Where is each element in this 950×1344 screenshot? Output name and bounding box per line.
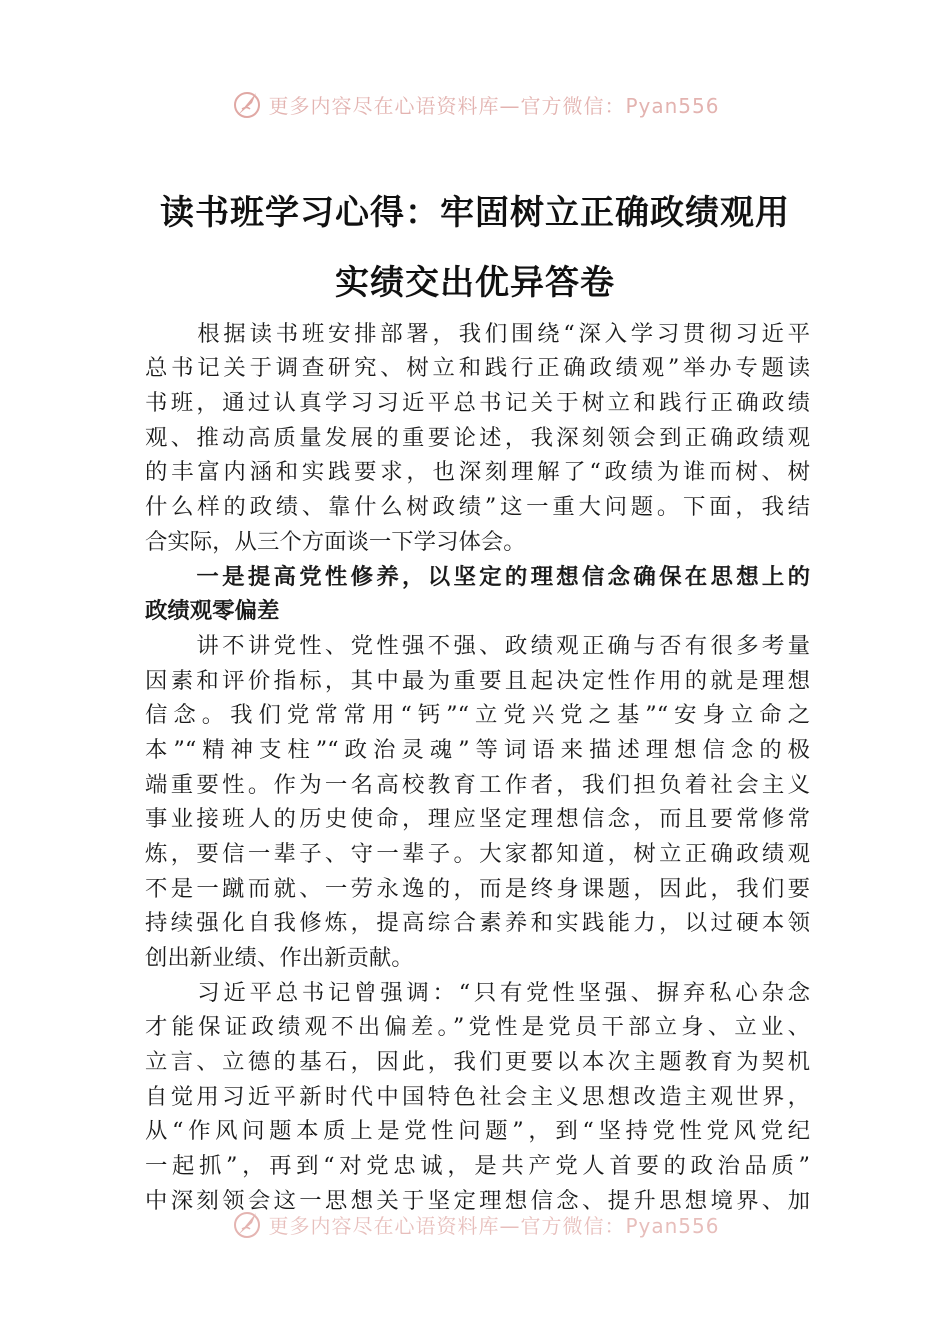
watermark-footer (0, 1206, 950, 1242)
body-line: 自觉用习近平新时代中国特色社会主义思想改造主观世界， (145, 1084, 810, 1110)
body-line: 立言、立德的基石，因此，我们更要以本次主题教育为契机 (145, 1049, 810, 1075)
body-line: 从“作风问题本质上是党性问题”，到“坚持党性党风党纪 (145, 1118, 810, 1144)
body-line: 因素和评价指标，其中最为重要且起决定性作用的就是理想 (145, 668, 810, 694)
body-line: 合实际，从三个方面谈一下学习体会。 (145, 529, 526, 555)
body-line: 讲不讲党性、党性强不强、政绩观正确与否有很多考量 (145, 633, 810, 659)
body-line: 才能保证政绩观不出偏差。”党性是党员干部立身、立业、 (145, 1014, 810, 1040)
body-line: 持续强化自我修炼，提高综合素养和实践能力，以过硬本领 (145, 910, 810, 936)
body-line: 书班，通过认真学习习近平总书记关于树立和践行正确政绩 (145, 390, 810, 416)
body-line: 炼，要信一辈子、守一辈子。大家都知道，树立正确政绩观 (145, 841, 810, 867)
body-line: 观、推动高质量发展的重要论述，我深刻领会到正确政绩观 (145, 425, 810, 451)
body-line: 根据读书班安排部署，我们围绕“深入学习贯彻习近平 (145, 321, 810, 347)
body-line: 不是一蹴而就、一劳永逸的，而是终身课题，因此，我们要 (145, 876, 810, 902)
watermark-header (0, 86, 950, 122)
body-line: 本”“精神支柱”“政治灵魂”等词语来描述理想信念的极 (145, 737, 810, 763)
section-heading-line: 政绩观零偏差 (145, 598, 280, 624)
body-line: 信念。我们党常常用“钙”“立党兴党之基”“安身立命之 (145, 702, 810, 728)
body-line: 创出新业绩、作出新贡献。 (145, 945, 414, 971)
quill-logo-icon (230, 87, 264, 121)
document-title-line-1: 读书班学习心得：牢固树立正确政绩观用 (160, 193, 790, 233)
body-line: 的丰富内涵和实践要求，也深刻理解了“政绩为谁而树、树 (145, 459, 810, 485)
body-line: 一起抓”，再到“对党忠诚，是共产党人首要的政治品质” (145, 1153, 810, 1179)
watermark-text: 更多内容尽在心语资料库—官方微信：Pyan556 (268, 1213, 720, 1238)
body-line: 事业接班人的历史使命，理应坚定理想信念，而且要常修常 (145, 806, 810, 832)
section-heading-line: 一是提高党性修养，以坚定的理想信念确保在思想上的 (145, 564, 810, 590)
body-line: 习近平总书记曾强调：“只有党性坚强、摒弃私心杂念 (145, 980, 810, 1006)
body-line: 中深刻领会这一思想关于坚定理想信念、提升思想境界、加 (145, 1188, 810, 1214)
body-line: 端重要性。作为一名高校教育工作者，我们担负着社会主义 (145, 772, 810, 798)
body-line: 什么样的政绩、靠什么树政绩”这一重大问题。下面，我结 (145, 494, 810, 520)
body-line: 总书记关于调查研究、树立和践行正确政绩观”举办专题读 (145, 355, 810, 381)
watermark-text: 更多内容尽在心语资料库—官方微信：Pyan556 (268, 93, 720, 118)
document-title-line-2: 实绩交出优异答卷 (335, 263, 615, 303)
quill-logo-icon (230, 1207, 264, 1241)
